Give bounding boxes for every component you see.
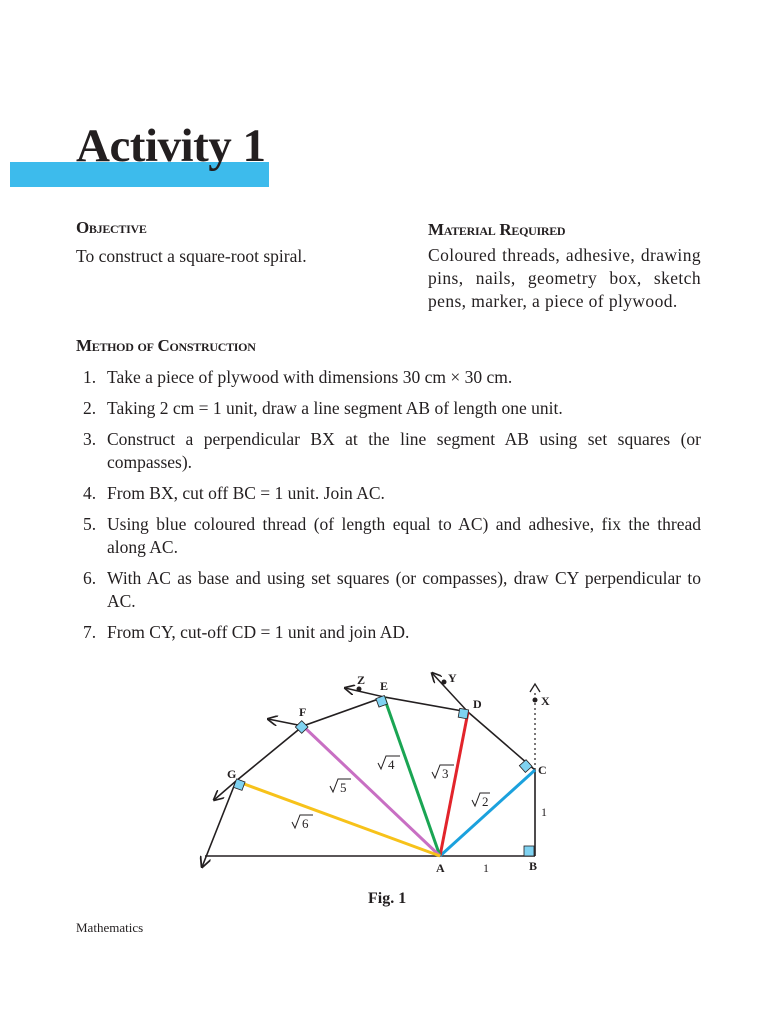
label-y: Y <box>448 671 457 685</box>
point-z-dot <box>357 687 362 692</box>
label-c: C <box>538 763 547 777</box>
unit-label-bc: 1 <box>541 805 547 819</box>
step-text: Construct a perpendicular BX at the line segment AB using set squares (or compasses). <box>107 429 701 472</box>
root-label-3 <box>432 765 454 781</box>
root-value-4: 4 <box>388 757 395 772</box>
step-item <box>76 397 701 420</box>
right-angle-b <box>524 846 534 856</box>
figure-caption: Fig. 1 <box>368 890 407 907</box>
step-number: 6. <box>83 568 97 588</box>
root-label-4 <box>378 756 400 772</box>
page-title: Activity 1 <box>76 120 266 172</box>
label-a: A <box>436 861 445 875</box>
thread-ae-green <box>384 697 440 856</box>
step-text: Take a piece of plywood with dimensions 30 cm × 30 cm. <box>107 367 513 387</box>
root-value-3: 3 <box>442 766 449 781</box>
thread-ag-yellow <box>236 781 440 856</box>
left-ray <box>202 781 236 867</box>
material-text: Coloured threads, adhesive, drawing pins, nails, geometry box, sketch pens, marker, a piece of plywood. <box>428 245 701 311</box>
method-steps <box>76 366 701 644</box>
step-number: 1. <box>83 367 97 387</box>
footer-subject: Mathematics <box>76 920 144 935</box>
point-y-dot <box>442 680 447 685</box>
label-b: B <box>529 859 538 873</box>
label-x: X <box>541 694 550 708</box>
thread-af-purple <box>303 726 440 856</box>
step-item <box>76 428 701 474</box>
step-text: From CY, cut-off CD = 1 unit and join AD. <box>107 622 410 642</box>
root-value-6: 6 <box>302 816 309 831</box>
step-number: 3. <box>83 429 97 449</box>
label-f: F <box>299 705 307 719</box>
label-z: Z <box>357 673 366 687</box>
spiral-outline <box>236 697 535 781</box>
root-label-5 <box>330 779 351 795</box>
method-heading: Method of Construction <box>76 336 256 355</box>
step-number: 5. <box>83 514 97 534</box>
ray-dz <box>345 688 384 697</box>
right-angle-d <box>458 708 468 718</box>
step-item <box>76 513 701 559</box>
label-d: D <box>473 697 482 711</box>
square-root-spiral-figure <box>185 664 565 880</box>
step-text: From BX, cut off BC = 1 unit. Join AC. <box>107 483 385 503</box>
root-label-6 <box>292 815 313 831</box>
root-label-2 <box>472 793 490 809</box>
step-text: With AC as base and using set squares (or compasses), draw CY perpendicular to AC. <box>107 568 701 611</box>
arrow-x <box>530 684 540 692</box>
root-value-2: 2 <box>482 794 489 809</box>
objective-text: To construct a square-root spiral. <box>76 246 307 266</box>
material-heading: Material Required <box>428 220 566 239</box>
step-item <box>76 366 701 389</box>
step-number: 2. <box>83 398 97 418</box>
label-g: G <box>227 767 237 781</box>
step-text: Using blue coloured thread (of length equal to AC) and adhesive, fix the thread along AC. <box>107 514 701 557</box>
step-number: 4. <box>83 483 97 503</box>
root-value-5: 5 <box>340 780 347 795</box>
point-x-dot <box>533 698 538 703</box>
objective-heading: Objective <box>76 218 147 237</box>
label-e: E <box>380 679 389 693</box>
step-item <box>76 482 701 505</box>
step-item <box>76 621 701 644</box>
right-angle-c <box>519 760 532 773</box>
step-number: 7. <box>83 622 97 642</box>
step-text: Taking 2 cm = 1 unit, draw a line segment AB of length one unit. <box>107 398 563 418</box>
unit-label-ab: 1 <box>483 861 489 875</box>
step-item <box>76 567 701 613</box>
